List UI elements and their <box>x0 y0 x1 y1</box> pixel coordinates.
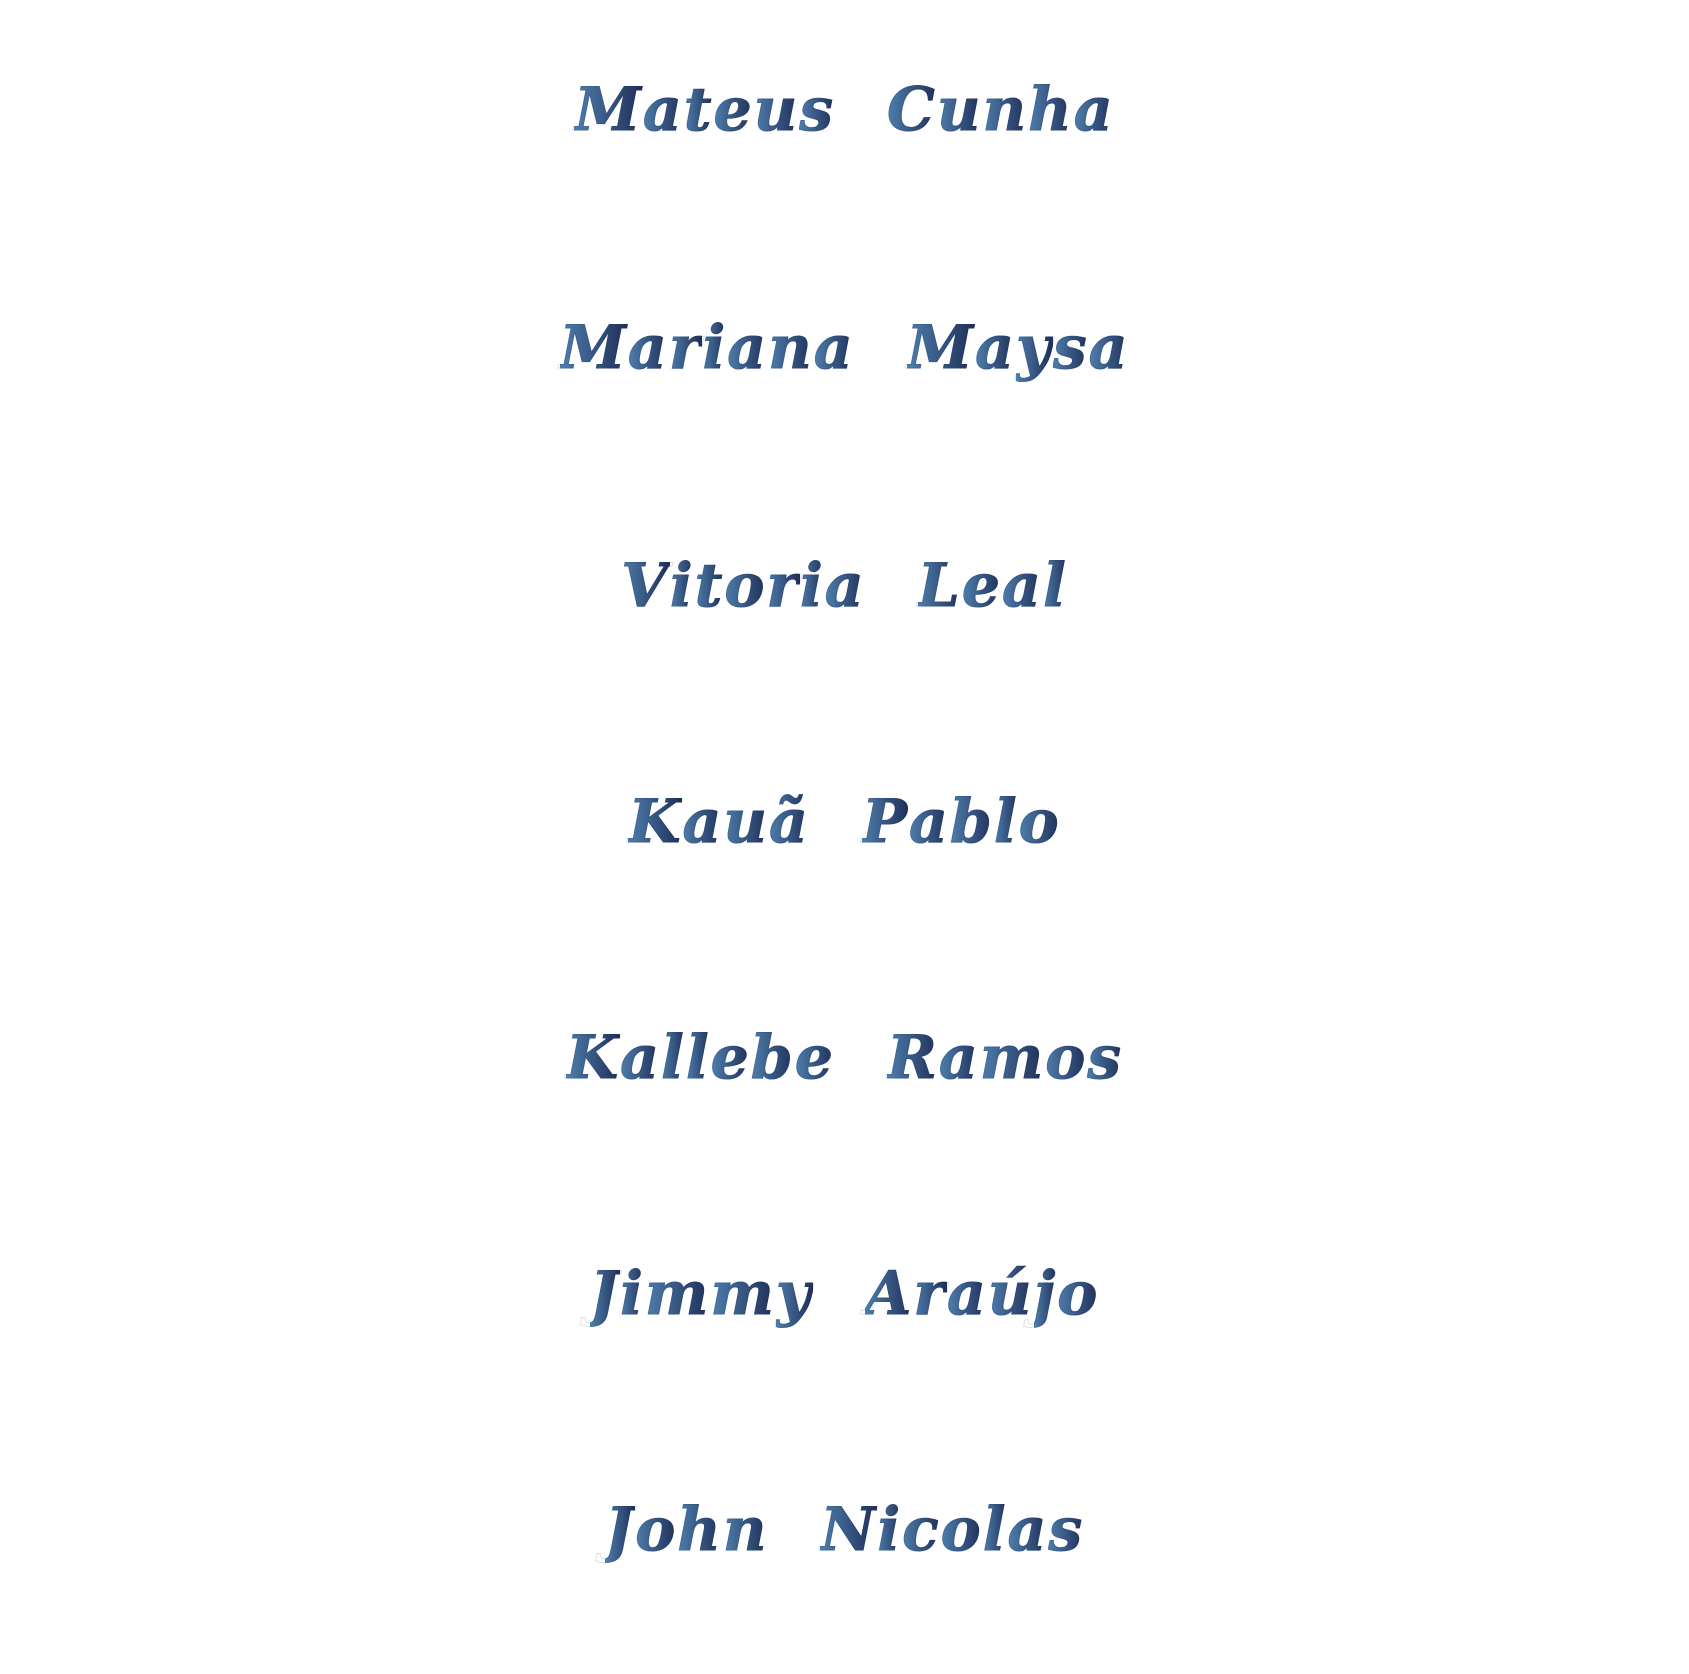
letter: h <box>1028 0 1074 220</box>
name-line <box>0 1184 1689 1414</box>
letter: l <box>1043 476 1068 696</box>
letter: u <box>937 0 983 220</box>
name-line <box>0 712 1689 942</box>
letter: a <box>1002 476 1043 696</box>
letter: l <box>994 712 1019 932</box>
letter: o <box>1019 712 1061 932</box>
letter: a <box>1074 0 1115 220</box>
letter: a <box>727 238 768 458</box>
letter: h <box>677 1420 723 1640</box>
letter: t <box>684 0 714 220</box>
letter: y <box>1016 238 1053 458</box>
letter: e <box>795 948 835 1168</box>
last-name <box>918 476 1068 696</box>
letter: R <box>887 948 939 1168</box>
letter: j <box>1034 1184 1058 1404</box>
letter: a <box>628 238 669 458</box>
letter: A <box>865 1184 914 1404</box>
letter: o <box>1045 948 1087 1168</box>
first-name <box>590 1184 813 1404</box>
letter: e <box>962 476 1002 696</box>
letter: a <box>975 238 1016 458</box>
letter: a <box>643 0 684 220</box>
last-name <box>865 1184 1099 1404</box>
first-name <box>628 712 810 932</box>
name-line <box>0 0 1689 230</box>
name-line <box>0 238 1689 468</box>
letter: ã <box>769 712 810 932</box>
letter: m <box>710 1184 776 1404</box>
letter: K <box>628 712 682 932</box>
letter: s <box>1087 948 1123 1168</box>
first-name <box>621 476 865 696</box>
letter: s <box>1053 238 1089 458</box>
last-name <box>862 712 1061 932</box>
letter: r <box>669 238 703 458</box>
letter: a <box>682 712 723 932</box>
letter: o <box>635 1420 677 1640</box>
letter: o <box>941 1420 983 1640</box>
letter: s <box>799 0 835 220</box>
letter: ú <box>988 1184 1034 1404</box>
letter: r <box>913 1184 947 1404</box>
letter: b <box>950 712 994 932</box>
letter: a <box>1008 1420 1049 1640</box>
letter: a <box>947 1184 988 1404</box>
letter: a <box>1089 238 1130 458</box>
last-name <box>820 1420 1084 1640</box>
first-name <box>605 1420 769 1640</box>
letter: o <box>724 476 766 696</box>
letter: e <box>713 0 753 220</box>
first-name <box>560 238 855 458</box>
letter: n <box>768 238 814 458</box>
letter: i <box>702 238 727 458</box>
letter: c <box>902 1420 941 1640</box>
name-line <box>0 1420 1689 1650</box>
letter: C <box>887 0 937 220</box>
letter: a <box>814 238 855 458</box>
letter: M <box>560 238 628 458</box>
letter: u <box>723 712 769 932</box>
first-name <box>566 948 835 1168</box>
letter: e <box>711 948 751 1168</box>
first-name <box>574 0 835 220</box>
last-name <box>887 948 1123 1168</box>
letter: M <box>907 238 975 458</box>
letter: M <box>574 0 642 220</box>
letter: a <box>939 948 980 1168</box>
letter: b <box>751 948 795 1168</box>
letter: m <box>980 948 1046 1168</box>
last-name <box>907 238 1130 458</box>
letter: i <box>670 476 695 696</box>
letter: N <box>820 1420 877 1640</box>
letter: m <box>645 1184 711 1404</box>
name-line <box>0 476 1689 706</box>
letter: V <box>621 476 670 696</box>
last-name <box>887 0 1115 220</box>
letter: i <box>620 1184 645 1404</box>
letter: l <box>686 948 711 1168</box>
letter: L <box>918 476 962 696</box>
letter: n <box>982 0 1028 220</box>
letter: P <box>862 712 909 932</box>
letter: J <box>590 1184 620 1404</box>
letter: l <box>661 948 686 1168</box>
letter: t <box>695 476 725 696</box>
letter: a <box>620 948 661 1168</box>
letter: y <box>776 1184 813 1404</box>
letter: u <box>754 0 800 220</box>
letter: l <box>983 1420 1008 1640</box>
letter: n <box>723 1420 769 1640</box>
letter: J <box>605 1420 635 1640</box>
letter: a <box>825 476 866 696</box>
name-line <box>0 948 1689 1178</box>
letter: K <box>566 948 620 1168</box>
letter: s <box>1048 1420 1084 1640</box>
letter: i <box>800 476 825 696</box>
letter: i <box>877 1420 902 1640</box>
letter: o <box>1057 1184 1099 1404</box>
letter: a <box>909 712 950 932</box>
letter: r <box>766 476 800 696</box>
